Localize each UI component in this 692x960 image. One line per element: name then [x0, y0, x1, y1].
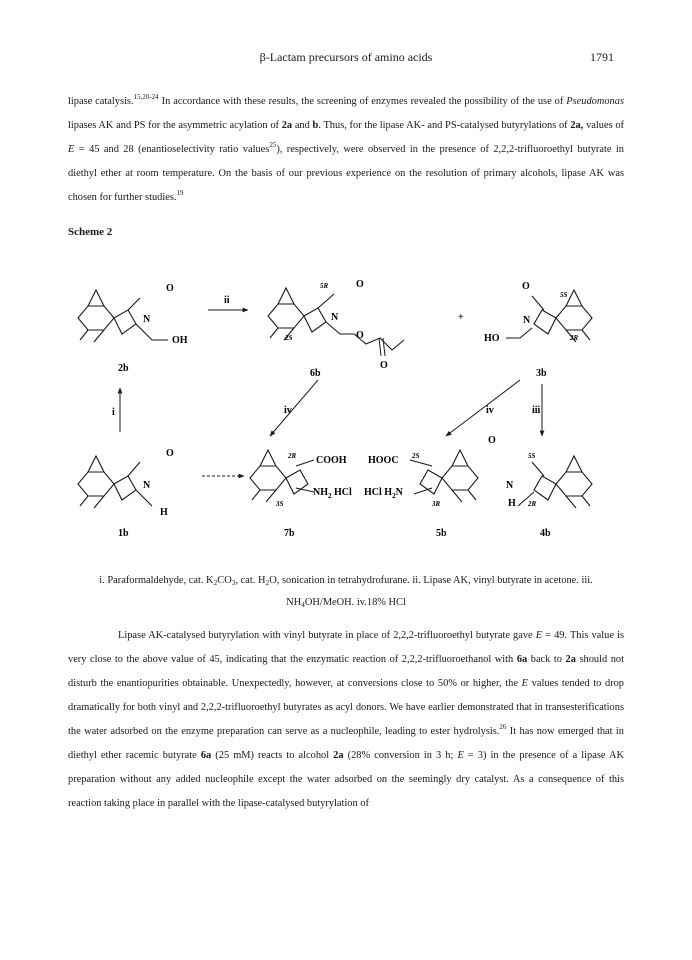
label-5b: 5b	[436, 528, 447, 539]
svg-text:2R: 2R	[570, 334, 579, 342]
compound-3b	[484, 281, 592, 379]
svg-text:iii: iii	[532, 405, 541, 416]
svg-text:iv: iv	[486, 405, 494, 416]
scheme-title: Scheme 2	[68, 226, 113, 238]
arrow-iv-left	[270, 380, 318, 436]
svg-text:2R: 2R	[528, 500, 537, 508]
scheme-caption: i. Paraformaldehyde, cat. $K_2CO_3$, cat. $H_2O$, sonication in tetrahydrofurane. ii. Lipase AK, vinyl butyrate in acetone. iii. $NH_4OH$/MeOH. iv.18% HCl	[99, 575, 593, 609]
svg-text:H: H	[508, 498, 516, 509]
label-3b: 3b	[536, 368, 547, 379]
label-1b: 1b	[118, 528, 129, 539]
svg-text:3R: 3R	[432, 500, 441, 508]
svg-text:H: H	[160, 507, 168, 518]
svg-text:5S: 5S	[560, 291, 568, 299]
label-2b: 2b	[118, 363, 129, 374]
svg-text:COOH: COOH	[316, 455, 347, 466]
paragraph-1: lipase catalysis.$^{15,20-24}$ In accordance with these results, the screening of enzymes revealed the possibility of the use of Pseudomonas lipases AK and PS for the asymmetric acylation of 2a and b. Thus, for the lipase AK- and PS-catalysed butyrylations of 2a, values of E = 45 and 28 (enantioselectivity ratio values$^{25}$), respectively, were observed in the presence of 2,2,2-trifluoroethyl butyrate in diethyl ether at room temperature. On the basis of our previous experience on the resolution of primary alcohols, lipase AK was chosen for further studies.$^{19}$	[68, 93, 624, 203]
svg-text:ii: ii	[224, 295, 230, 306]
svg-text:O: O	[488, 435, 496, 446]
compound-7b	[250, 450, 352, 539]
svg-text:HOOC: HOOC	[368, 455, 399, 466]
arrow-iii	[532, 384, 542, 436]
svg-text:2R: 2R	[288, 452, 297, 460]
compound-6b	[268, 279, 404, 379]
svg-text:i: i	[112, 407, 115, 418]
svg-text:5S: 5S	[528, 452, 536, 460]
label-6b: 6b	[310, 368, 321, 379]
svg-text:N: N	[143, 480, 151, 491]
svg-text:3S: 3S	[276, 500, 284, 508]
svg-text:NH2 HCl: $NH_2$ HCl	[313, 487, 352, 500]
svg-text:N: N	[506, 480, 514, 491]
atom-o: O	[166, 283, 174, 294]
atom-n: N	[143, 314, 151, 325]
reaction-scheme	[0, 260, 692, 550]
svg-text:O: O	[356, 279, 364, 290]
svg-text:N: N	[331, 312, 339, 323]
paragraph-2: Lipase AK-catalysed butyrylation with vinyl butyrate in place of 2,2,2-trifluoroethyl butyrate gave E = 49. This value is very close to the above value of 45, indicating that the enzymatic reaction of 2,2,2-trifluoroethanol with 6a back to 2a should not disturb the enantiopurities obtainable. Unexpectedly, however, at conversions close to 50% or higher, the E values tended to drop dramatically for both vinyl and 2,2,2-trifluoroethyl butyrates as acyl donors. We have earlier demonstrated that in transesterifications the water adsorbed on the enzyme preparation can serve as a nucleophile, leading to ester hydrolysis.$^{26}$ It has now emerged that in diethyl ether racemic butyrate 6a (25 mM) reacts to alcohol 2a (28% conversion in 3 h; E = 3) in the presence of a lipase AK preparation without any added nucleophile except the water adsorbed on the seemingly dry catalyst. As a consequence of this reaction taking place in parallel with the lipase-catalysed butyrylation of	[68, 630, 624, 809]
svg-text:iv: iv	[284, 405, 292, 416]
label-4b: 4b	[540, 528, 551, 539]
svg-text:2S: 2S	[412, 452, 420, 460]
svg-text:HCl H2N: HCl $H_2N$	[364, 487, 403, 500]
svg-text:N: N	[523, 315, 531, 326]
svg-text:2S: 2S	[285, 334, 293, 342]
svg-text:HO: HO	[484, 333, 500, 344]
arrow-iv-right	[446, 380, 520, 436]
svg-text:5R: 5R	[320, 282, 329, 290]
plus-sign: +	[458, 312, 464, 323]
arrow-ii	[208, 295, 248, 310]
arrow-i	[112, 388, 120, 432]
compound-1b	[78, 448, 174, 539]
svg-text:O: O	[356, 330, 364, 341]
svg-text:O: O	[522, 281, 530, 292]
page-number: 1791	[590, 50, 614, 64]
compound-4b	[488, 435, 592, 539]
compound-5b	[364, 450, 478, 539]
label-7b: 7b	[284, 528, 295, 539]
svg-text:O: O	[380, 360, 388, 371]
running-header-title: β-Lactam precursors of amino acids	[259, 50, 433, 64]
atom-oh: OH	[172, 335, 188, 346]
svg-text:O: O	[166, 448, 174, 459]
compound-2b	[78, 283, 188, 374]
